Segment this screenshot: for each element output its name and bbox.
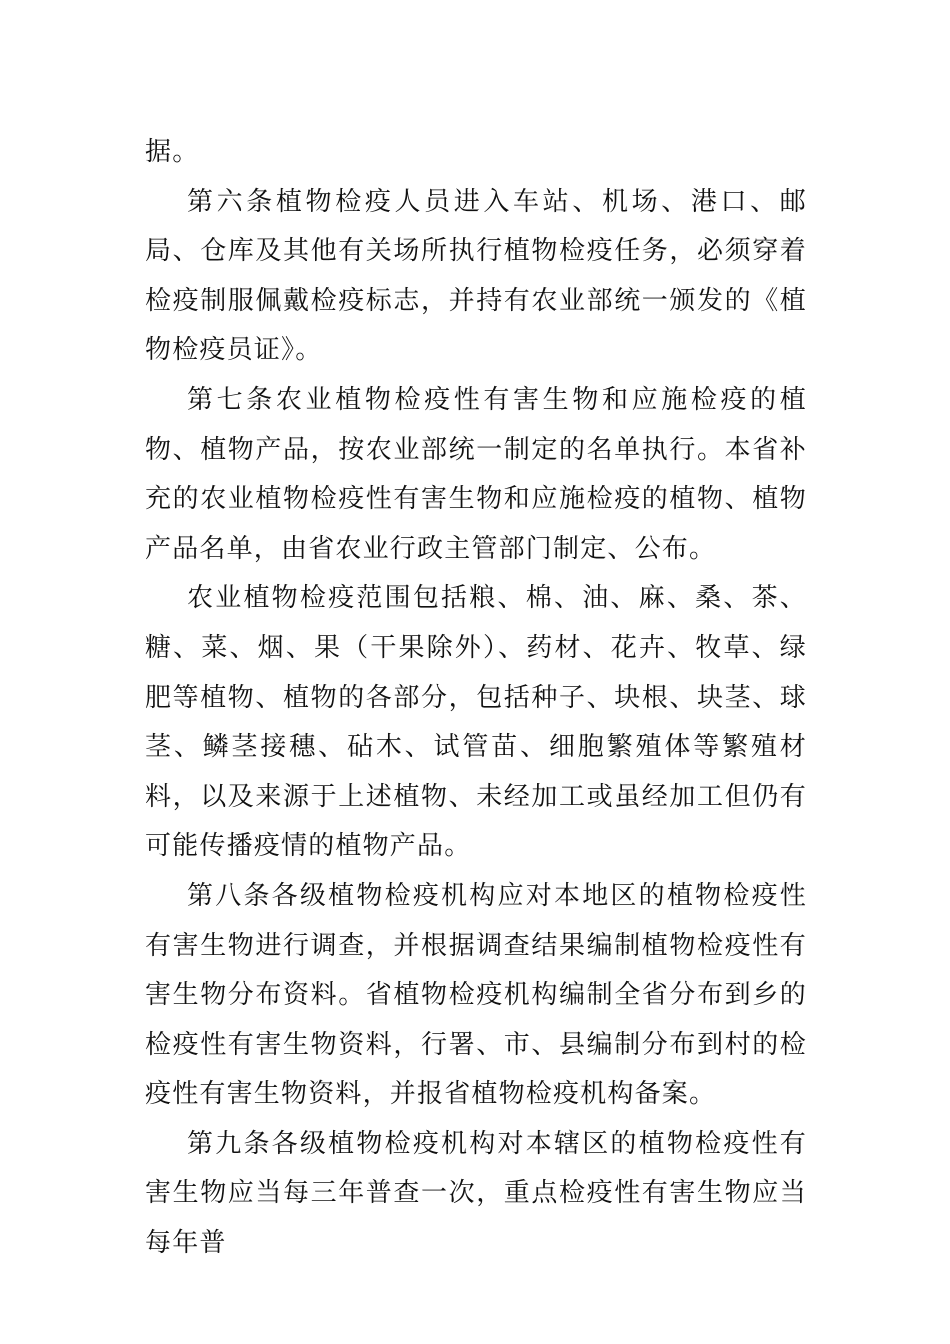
paragraph-article-9: 第九条各级植物检疫机构对本辖区的植物检疫性有害生物应当每三年普查一次，重点检疫性有害生物应当每年普 — [145, 1128, 807, 1259]
document-body — [145, 128, 807, 1269]
paragraph-article-6: 第六条植物检疫人员进入车站、机场、港口、邮局、仓库及其他有关场所执行植物检疫任务，必须穿着检疫制服佩戴检疫标志，并持有农业部统一颁发的《植物检疫员证》。 — [145, 186, 807, 366]
paragraph-quarantine-scope: 农业植物检疫范围包括粮、棉、油、麻、桑、茶、糖、菜、烟、果（干果除外）、药材、花卉、牧草、绿肥等植物、植物的各部分，包括种子、块根、块茎、球茎、鳞茎接穗、砧木、试管苗、细胞繁殖体等繁殖材料，以及来源于上述植物、未经加工或虽经加工但仍有可能传播疫情的植物产品。 — [145, 583, 807, 862]
paragraph-continuation: 据。 — [145, 137, 200, 167]
paragraph-article-8: 第八条各级植物检疫机构应对本地区的植物检疫性有害生物进行调查，并根据调查结果编制植物检疫性有害生物分布资料。省植物检疫机构编制全省分布到乡的检疫性有害生物资料，行署、市、县编制分布到村的检疫性有害生物资料，并报省植物检疫机构备案。 — [145, 880, 807, 1110]
paragraph-article-7: 第七条农业植物检疫性有害生物和应施检疫的植物、植物产品，按农业部统一制定的名单执行。本省补充的农业植物检疫性有害生物和应施检疫的植物、植物产品名单，由省农业行政主管部门制定、公布。 — [145, 384, 807, 564]
